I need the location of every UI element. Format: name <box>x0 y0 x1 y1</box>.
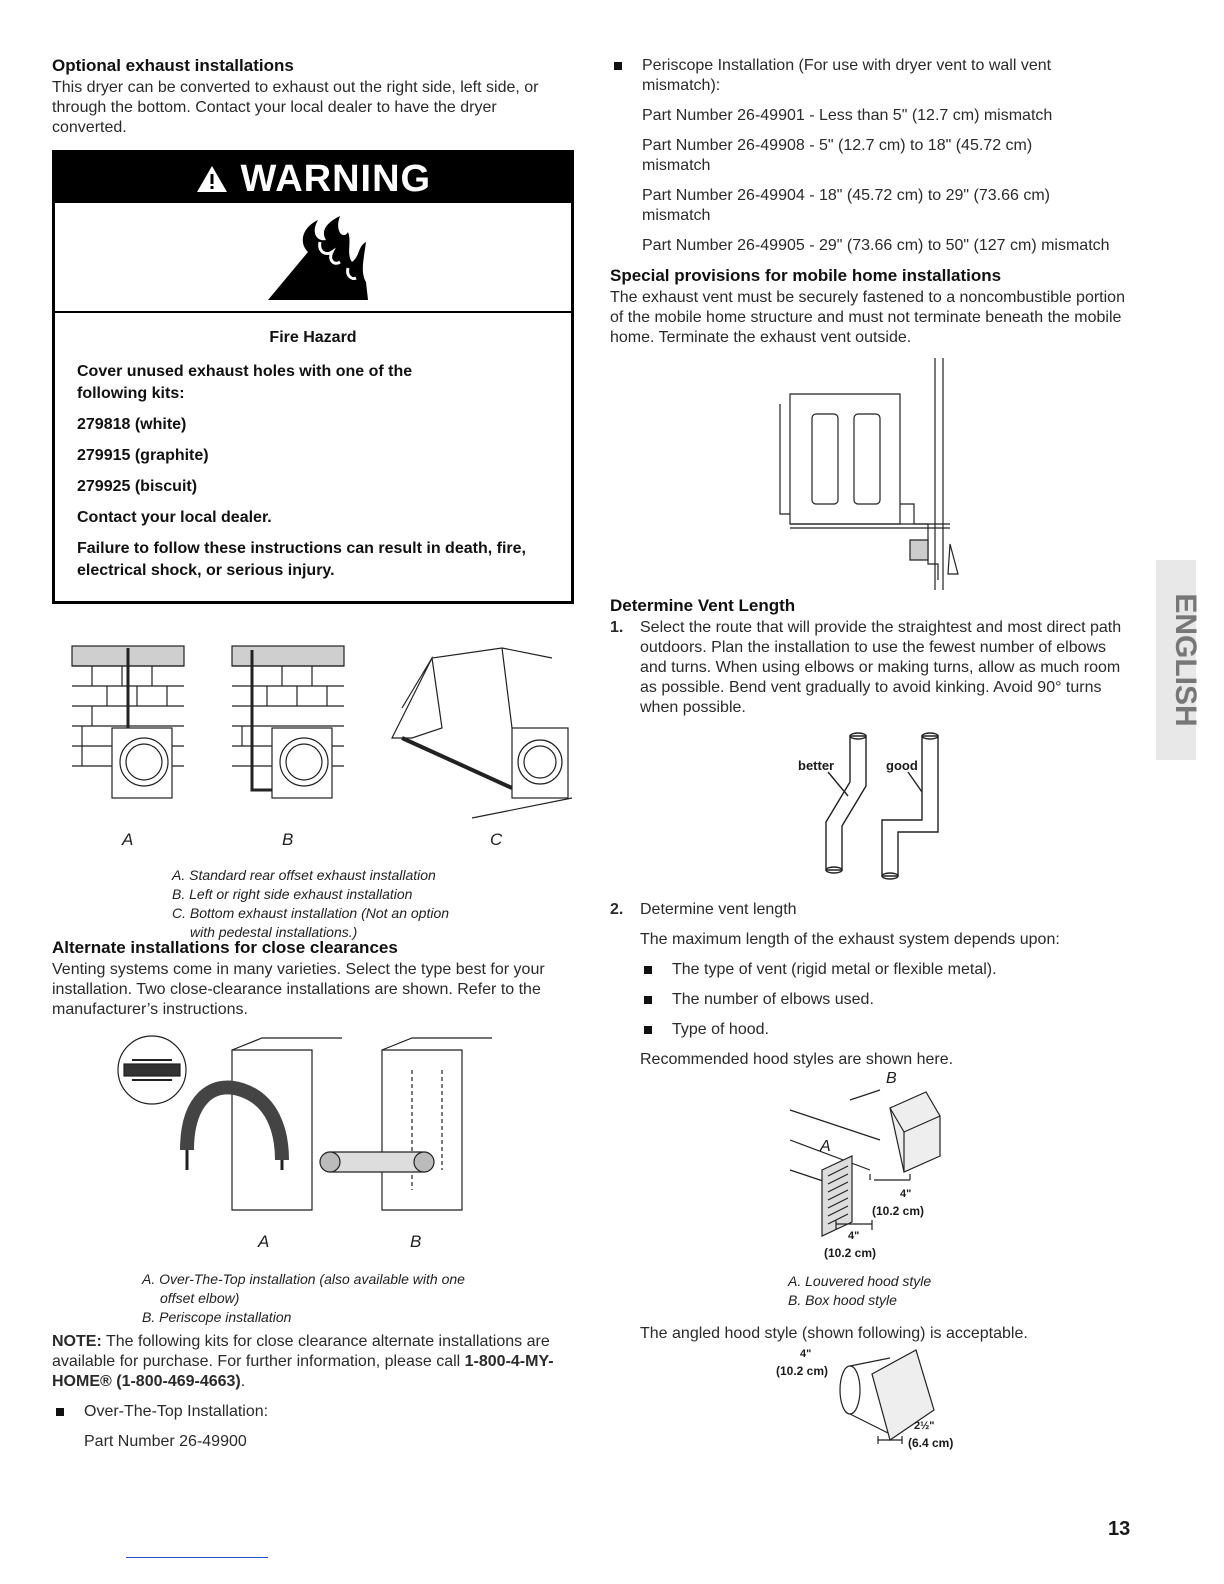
note-phone: 1-800-4-MY-HOME® (1-800-469-4663) <box>52 1353 554 1390</box>
step-2-num: 2. <box>610 901 624 918</box>
mobile-text: The exhaust vent must be securely fastened to a noncombustible portion of the mobile home structure and must not terminate beneath the mobile home. Terminate the exhaust vent outside. <box>610 289 1125 346</box>
footer-line <box>126 1557 268 1558</box>
bullet-square-icon <box>644 996 652 1004</box>
hood-caption-a: A. Louvered hood style <box>788 1273 932 1289</box>
fig2-caption-a2: offset elbow) <box>160 1290 240 1306</box>
fig1-label-a: A <box>122 830 134 849</box>
depends-bullet-1-text: The type of vent (rigid metal or flexible metal). <box>672 961 997 978</box>
hood-styles-illustration <box>610 1070 1140 1270</box>
step-2-text: Determine vent length <box>640 901 797 918</box>
hood-caption-b: B. Box hood style <box>788 1292 897 1308</box>
alternate-text: Venting systems come in many varieties. Select the type best for your installation. Two close-clearance installations are shown. Refer to the manufacturer’s instructions. <box>52 961 545 1018</box>
note-text: The following kits for close clearance alternate installations are available for purchase. For further information, please call <box>52 1333 550 1370</box>
hood-label-b: B <box>886 1070 897 1087</box>
warning-failure: Failure to follow these instructions can result in death, fire, electrical shock, or serious injury. <box>77 540 526 579</box>
elbow-label-good: good <box>886 758 918 773</box>
warning-line1: Cover unused exhaust holes with one of the following kits: <box>77 363 413 402</box>
close-clearance-illustration <box>52 1030 574 1230</box>
hood-dim1: 4" <box>900 1188 912 1200</box>
angled-dim2-cm: (6.4 cm) <box>908 1436 954 1450</box>
fig1-caption-c2: with pedestal installations.) <box>190 924 358 940</box>
elbow-label-better: better <box>798 758 835 773</box>
warning-contact: Contact your local dealer. <box>77 509 272 526</box>
hood-dim1-cm: (10.2 cm) <box>872 1204 925 1218</box>
angled-text: The angled hood style (shown following) is acceptable. <box>640 1325 1028 1342</box>
warning-kit1: 279818 (white) <box>77 416 187 433</box>
bullet-square-icon <box>644 966 652 974</box>
depends-bullet-3-text: Type of hood. <box>672 1021 769 1038</box>
periscope-part-4: Part Number 26-49905 - 29" (73.66 cm) to 50" (127 cm) mismatch <box>642 237 1110 254</box>
alternate-heading: Alternate installations for close clearances <box>52 938 398 957</box>
ott-part: Part Number 26-49900 <box>84 1433 247 1450</box>
hood-dim2-cm: (10.2 cm) <box>824 1246 877 1260</box>
hood-label-a: A <box>820 1138 831 1155</box>
bullet-square-icon <box>56 1408 64 1416</box>
angled-dim1: 4" <box>800 1348 812 1360</box>
warning-header <box>55 153 571 203</box>
depends-bullet-2 <box>610 990 1140 1010</box>
fig1-label-b: B <box>282 830 294 849</box>
hood-dim2: 4" <box>848 1230 860 1242</box>
fire-icon <box>55 203 571 313</box>
warning-triangle-icon <box>195 158 241 200</box>
elbow-figure <box>610 728 1140 888</box>
fig1-label-c: C <box>490 830 503 849</box>
angled-hood-figure <box>610 1344 1140 1460</box>
ott-bullet-text: Over-The-Top Installation: <box>84 1403 269 1420</box>
periscope-part-2: Part Number 26-49908 - 5" (12.7 cm) to 18" (45.72 cm) mismatch <box>642 137 1033 174</box>
recommended-text: Recommended hood styles are shown here. <box>640 1051 954 1068</box>
exhaust-options-figure <box>52 638 574 938</box>
depends-bullet-2-text: The number of elbows used. <box>672 991 874 1008</box>
fig1-caption-c: C. Bottom exhaust installation (Not an option <box>172 905 450 921</box>
step-1-num: 1. <box>610 619 624 636</box>
warning-kit3: 279925 (biscuit) <box>77 478 198 495</box>
periscope-part-1: Part Number 26-49901 - Less than 5" (12.7 cm) mismatch <box>642 107 1053 124</box>
right-column <box>610 56 1140 1460</box>
depends-text: The maximum length of the exhaust system depends upon: <box>640 931 1060 948</box>
step-1-text: Select the route that will provide the straightest and most direct path outdoors. Plan the installation to use the fewest number of elbows and turns. When using elbows or making turns, allow as much room as possible. Bend vent gradually to avoid kinking. Avoid 90° turns when possible. <box>640 619 1122 716</box>
warning-title: WARNING <box>240 158 432 200</box>
step-1 <box>610 618 1140 718</box>
left-column <box>52 56 574 1452</box>
warning-body <box>55 313 571 601</box>
periscope-part-3: Part Number 26-49904 - 18" (45.72 cm) to 29" (73.66 cm) mismatch <box>642 187 1050 224</box>
exhaust-options-illustration <box>52 638 574 828</box>
bullet-square-icon <box>614 62 622 70</box>
angled-dim1-cm: (10.2 cm) <box>776 1364 829 1378</box>
periscope-bullet-text: Periscope Installation (For use with dryer vent to wall vent mismatch): <box>642 57 1052 94</box>
fig1-caption-b: B. Left or right side exhaust installation <box>172 886 413 902</box>
fig2-label-a: A <box>258 1232 270 1251</box>
note-paragraph <box>52 1332 574 1392</box>
note-label: NOTE: <box>52 1333 102 1350</box>
angled-dim2: 2½" <box>914 1420 935 1432</box>
angled-hood-illustration <box>610 1344 1140 1460</box>
hood-captions <box>788 1272 931 1310</box>
hood-styles-figure <box>610 1070 1140 1320</box>
depends-bullet-3 <box>610 1020 1140 1040</box>
ott-bullet <box>52 1402 574 1422</box>
mobile-heading: Special provisions for mobile home installations <box>610 266 1002 285</box>
optional-text: This dryer can be converted to exhaust out the right side, left side, or through the bottom. Contact your local dealer to have the dryer converted. <box>52 79 539 136</box>
page-number: 13 <box>1108 1518 1131 1540</box>
bullet-square-icon <box>644 1026 652 1034</box>
optional-heading: Optional exhaust installations <box>52 56 294 75</box>
fig2-captions <box>142 1270 465 1327</box>
mobile-home-illustration <box>610 354 1140 590</box>
warning-box <box>52 150 574 604</box>
note-end: . <box>240 1373 246 1390</box>
vent-length-heading: Determine Vent Length <box>610 596 796 615</box>
step-2 <box>610 900 1140 920</box>
fig1-captions <box>172 866 449 942</box>
language-side-tab <box>1156 560 1202 760</box>
fig2-label-b: B <box>410 1232 422 1251</box>
warning-kit2: 279915 (graphite) <box>77 447 209 464</box>
periscope-bullet <box>610 56 1140 96</box>
elbow-illustration <box>610 728 1140 888</box>
warning-hazard: Fire Hazard <box>269 329 357 346</box>
side-tab-label: ENGLISH <box>1169 593 1202 727</box>
fig2-caption-b: B. Periscope installation <box>142 1309 292 1325</box>
depends-bullet-1 <box>610 960 1140 980</box>
fig2-caption-a: A. Over-The-Top installation (also available with one <box>142 1271 465 1287</box>
close-clearance-figure <box>52 1030 574 1326</box>
fig1-caption-a: A. Standard rear offset exhaust installation <box>172 867 436 883</box>
